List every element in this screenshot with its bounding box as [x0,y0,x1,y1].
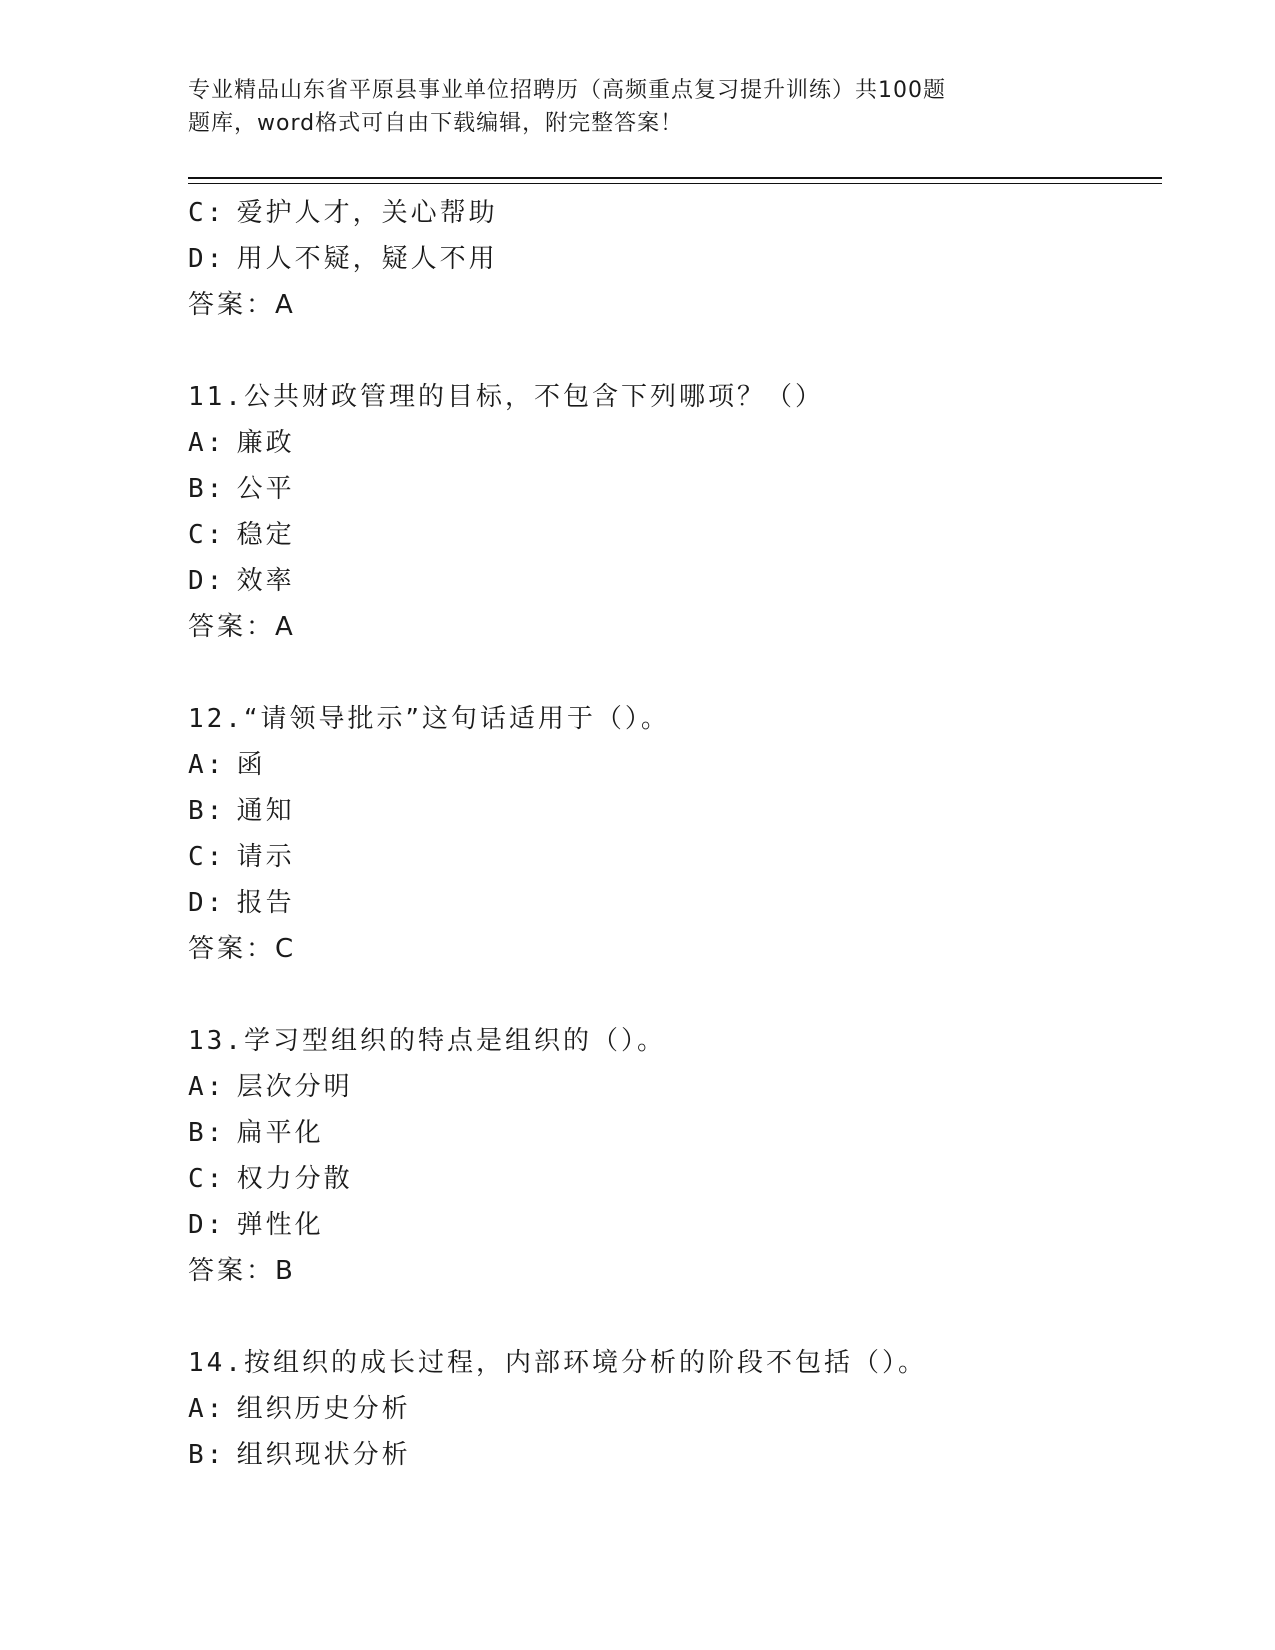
answer-value: B [275,1256,296,1286]
question-text: 学习型组织的特点是组织的（）。 [243,1026,666,1056]
option-text: 通知 [236,796,295,826]
answer-line [188,926,1148,972]
option-c [188,1156,1148,1202]
option-text: 组织历史分析 [236,1394,411,1424]
question-stem [188,374,1148,420]
option-d [188,1202,1148,1248]
option-d [188,236,1148,282]
option-text: 弹性化 [236,1210,324,1240]
option-letter: C: [188,1164,226,1194]
option-text: 稳定 [236,520,295,550]
option-letter: A: [188,428,226,458]
question-text: “请领导批示”这句话适用于（）。 [243,704,670,734]
option-text: 爱护人才，关心帮助 [236,198,498,228]
question-number: 11. [188,382,244,412]
option-b [188,1110,1148,1156]
option-letter: B: [188,1118,226,1148]
answer-value: C [275,934,297,964]
option-text: 组织现状分析 [236,1440,411,1470]
question-stem [188,1340,1148,1386]
answer-label: 答案： [188,1256,276,1286]
question-14 [188,1340,1148,1478]
option-c [188,834,1148,880]
option-text: 函 [236,750,266,780]
option-b [188,788,1148,834]
header-line-2: 题库，word格式可自由下载编辑，附完整答案！ [188,111,684,136]
option-letter: B: [188,1440,226,1470]
option-a [188,1064,1148,1110]
answer-value: A [275,612,296,642]
header-line-1: 专业精品山东省平原县事业单位招聘历（高频重点复习提升训练）共100题 [188,78,946,103]
spacer [188,650,1148,696]
option-b [188,1432,1148,1478]
option-letter: B: [188,796,226,826]
option-text: 扁平化 [236,1118,324,1148]
answer-label: 答案： [188,290,276,320]
spacer [188,1294,1148,1340]
option-d [188,880,1148,926]
option-text: 层次分明 [236,1072,353,1102]
question-number: 14. [188,1348,244,1378]
option-a [188,742,1148,788]
question-12 [188,696,1148,972]
answer-line [188,282,1148,328]
option-b [188,466,1148,512]
option-text: 廉政 [236,428,295,458]
option-letter: C: [188,842,226,872]
option-d [188,558,1148,604]
option-text: 用人不疑，疑人不用 [236,244,498,274]
option-letter: B: [188,474,226,504]
option-letter: C: [188,520,226,550]
question-13 [188,1018,1148,1294]
document-header [188,74,1048,140]
question-stem [188,1018,1148,1064]
option-letter: A: [188,1072,226,1102]
option-letter: C: [188,198,226,228]
header-divider-thick [188,177,1162,179]
question-10-continued [188,190,1148,328]
header-divider-thin [188,183,1162,184]
question-number: 13. [188,1026,244,1056]
option-c [188,512,1148,558]
option-letter: A: [188,750,226,780]
option-letter: D: [188,1210,226,1240]
option-text: 效率 [236,566,295,596]
answer-line [188,1248,1148,1294]
answer-label: 答案： [188,934,276,964]
option-letter: D: [188,566,226,596]
answer-value: A [275,290,296,320]
spacer [188,328,1148,374]
option-c [188,190,1148,236]
option-text: 报告 [236,888,295,918]
option-text: 请示 [236,842,295,872]
option-letter: A: [188,1394,226,1424]
option-letter: D: [188,888,226,918]
question-number: 12. [188,704,244,734]
option-text: 权力分散 [236,1164,353,1194]
question-11 [188,374,1148,650]
answer-label: 答案： [188,612,276,642]
question-list [188,190,1148,1478]
option-a [188,420,1148,466]
option-text: 公平 [236,474,295,504]
question-text: 按组织的成长过程，内部环境分析的阶段不包括（）。 [243,1348,927,1378]
option-letter: D: [188,244,226,274]
question-text: 公共财政管理的目标，不包含下列哪项？（） [243,382,824,412]
spacer [188,972,1148,1018]
answer-line [188,604,1148,650]
question-stem [188,696,1148,742]
option-a [188,1386,1148,1432]
